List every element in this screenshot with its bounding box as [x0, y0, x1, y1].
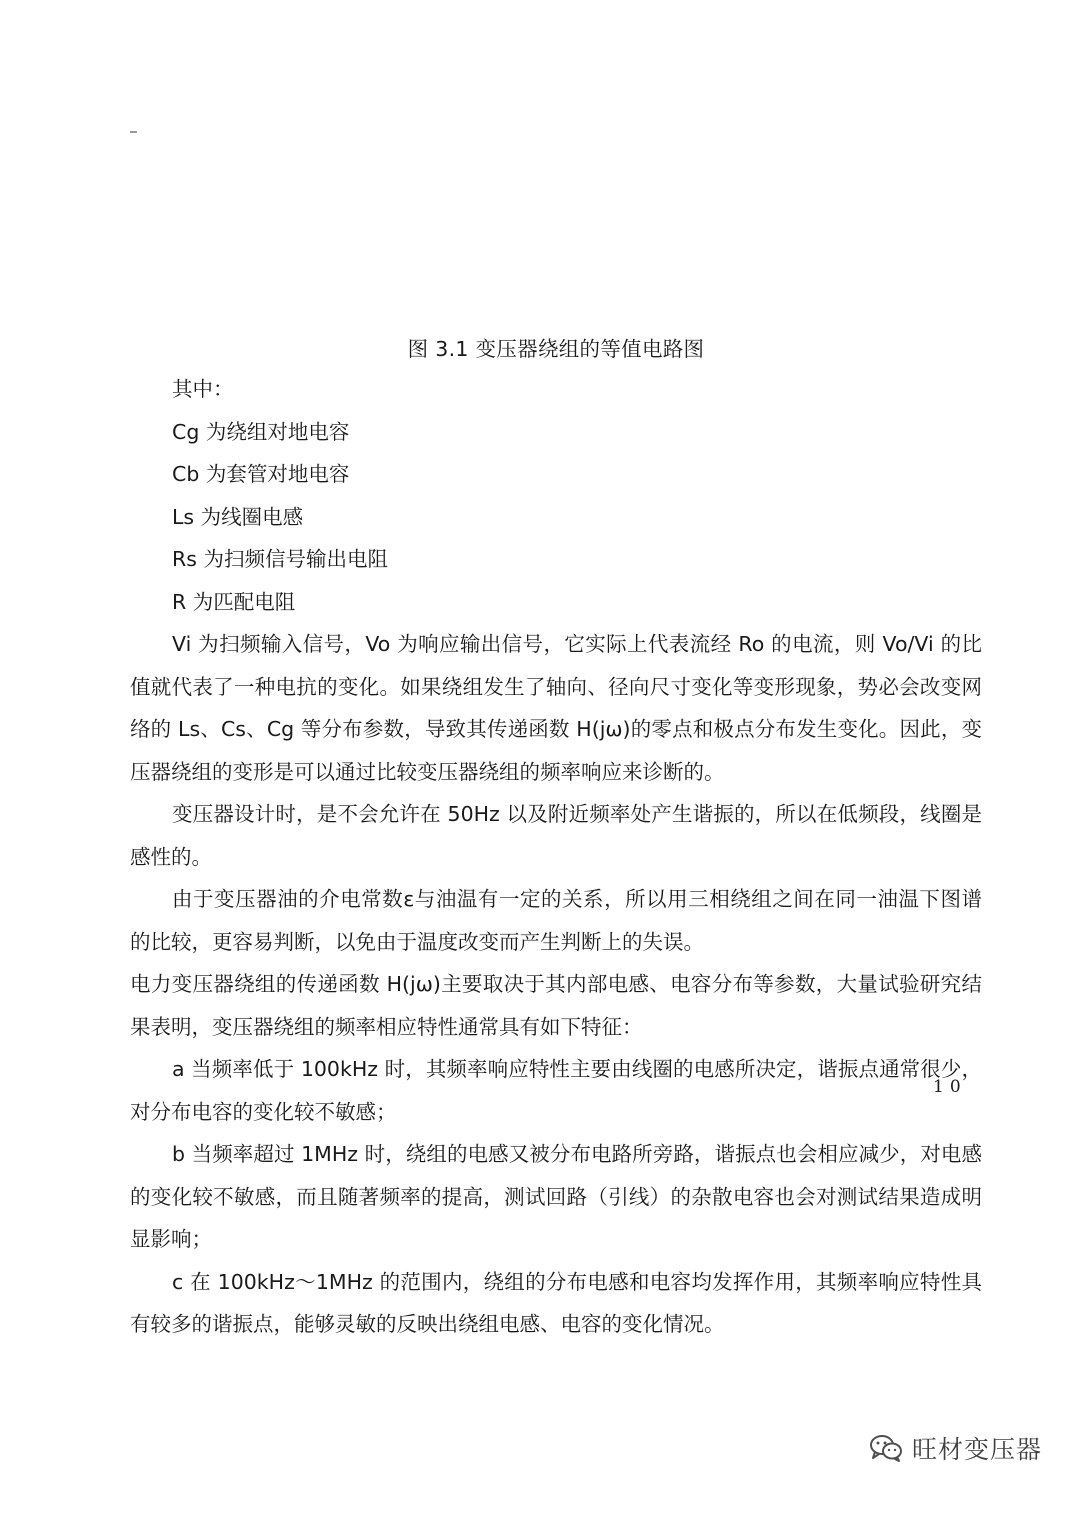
- document-body: [130, 368, 982, 1346]
- page-number: 10: [933, 1077, 967, 1097]
- definition-cb: Cb 为套管对地电容: [172, 462, 350, 486]
- feature-item-a: a 当频率低于 100kHz 时，其频率响应特性主要由线圈的电感所决定，谐振点通常很少，对分布电容的变化较不敏感；: [130, 1057, 982, 1124]
- wechat-icon: [868, 1433, 904, 1463]
- feature-item-c: c 在 100kHz～1MHz 的范围内，绕组的分布电感和电容均发挥作用，其频率响应特性具有较多的谐振点，能够灵敏的反映出绕组电感、电容的变化情况。: [130, 1269, 982, 1336]
- figure-caption: 图 3.1 变压器绕组的等值电路图: [407, 337, 705, 361]
- watermark-text: 旺材变压器: [912, 1435, 1043, 1464]
- definition-cg: Cg 为绕组对地电容: [172, 419, 350, 444]
- definition-rs: Rs 为扫频信号输出电阻: [172, 547, 388, 571]
- paragraph-oil-temperature: 由于变压器油的介电常数ε与油温有一定的关系，所以用三相绕组之间在同一油温下图谱的比较，更容易判断，以免由于温度改变而产生判断上的失误。: [130, 887, 982, 954]
- paragraph-design-resonance: 变压器设计时，是不会允许在 50Hz 以及附近频率处产生谐振的，所以在低频段，线圈是感性的。: [130, 802, 982, 869]
- definitions-intro: 其中：: [172, 377, 234, 401]
- watermark: [868, 1430, 1042, 1466]
- paragraph-transfer-function: 电力变压器绕组的传递函数 H(jω)主要取决于其内部电感、电容分布等参数，大量试验研究结果表明，变压器绕组的频率相应特性通常具有如下特征：: [130, 972, 982, 1039]
- scan-mark: [130, 131, 137, 133]
- feature-item-b: b 当频率超过 1MHz 时，绕组的电感又被分布电路所旁路，谐振点也会相应减少，对电感的变化较不敏感，而且随著频率的提高，测试回路（引线）的杂散电容也会对测试结果造成明显影响；: [130, 1142, 982, 1251]
- definition-r: R 为匹配电阻: [172, 589, 296, 614]
- definition-ls: Ls 为线圈电感: [172, 504, 304, 529]
- paragraph-response-ratio: Vi 为扫频输入信号，Vo 为响应输出信号，它实际上代表流经 Ro 的电流，则 Vo/Vi 的比值就代表了一种电抗的变化。如果绕组发生了轴向、径向尺寸变化等变形现象，势必会改变网络的 Ls、Cs、Cg 等分布参数，导致其传递函数 H(jω)的零点和极点分布发生变化。因此，变压器绕组的变形是可以通过比较变压器绕组的频率响应来诊断的。: [130, 632, 982, 784]
